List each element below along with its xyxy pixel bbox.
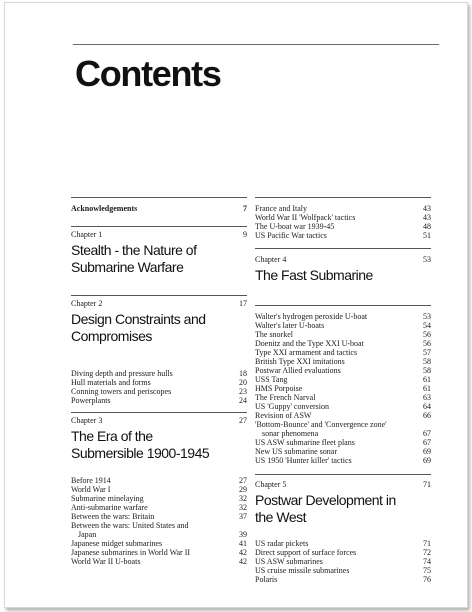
entry-page: 32 (239, 503, 247, 512)
entry-text: Before 1914 (71, 476, 111, 485)
entry-text: US Pacific War tactics (255, 231, 327, 240)
entry-text: US cruise missile submarines (255, 566, 350, 575)
toc-entry[interactable] (255, 539, 431, 548)
entry-page: 74 (423, 557, 431, 566)
toc-entry[interactable] (255, 312, 431, 321)
toc-entry[interactable] (255, 204, 431, 213)
entry-text: Doenitz and the Type XXI U-boat (255, 339, 364, 348)
entry-page: 27 (239, 476, 247, 485)
entry-text: US 1950 'Hunter killer' tactics (255, 456, 352, 465)
toc-entry[interactable] (71, 378, 247, 387)
entry-text: New US submarine sonar (255, 447, 337, 456)
entry-text: British Type XXI imitations (255, 357, 345, 366)
top-rule (73, 44, 439, 45)
entry-page: 24 (239, 396, 247, 405)
entry-text: US 'Guppy' conversion (255, 402, 329, 411)
toc-entry[interactable] (255, 438, 431, 447)
entry-text: Walter's later U-boats (255, 321, 325, 330)
toc-entry[interactable] (71, 503, 247, 512)
chapter-1-block (71, 226, 247, 295)
chapter-page: 53 (423, 255, 431, 264)
entry-page: 42 (239, 548, 247, 557)
entry-page: 37 (239, 512, 247, 521)
toc-entry[interactable] (255, 566, 431, 575)
chapter-3-entries (71, 476, 247, 566)
entry-text: The U-boat war 1939-45 (255, 222, 335, 231)
toc-entry[interactable] (255, 384, 431, 393)
toc-entry[interactable] (71, 476, 247, 485)
toc-entry[interactable] (71, 512, 247, 521)
entry-text: Japanese midget submarines (71, 539, 163, 548)
entry-page: 66 (423, 411, 431, 420)
toc-entry-continuation[interactable] (71, 530, 247, 539)
entry-page: 76 (423, 575, 431, 584)
entry-page: 39 (239, 530, 247, 539)
entry-text: US ASW submarine fleet plans (255, 438, 355, 447)
toc-entry[interactable] (255, 330, 431, 339)
chapter-4-entries (255, 312, 431, 465)
entry-text: Between the wars: Britain (71, 512, 155, 521)
toc-entry[interactable] (71, 369, 247, 378)
chapter-number: Chapter 3 (71, 416, 103, 425)
chapter-5-block (255, 474, 431, 584)
entry-page: 61 (423, 375, 431, 384)
toc-entry[interactable] (255, 575, 431, 584)
entry-page: 67 (423, 429, 431, 438)
entry-text: World War II 'Wolfpack' tactics (255, 213, 356, 222)
toc-entry[interactable] (255, 402, 431, 411)
chapter-number: Chapter 2 (71, 299, 103, 308)
acknowledgements-block (71, 197, 247, 226)
entry-page: 18 (239, 369, 247, 378)
entry-text: US radar pickets (255, 539, 309, 548)
toc-entry[interactable] (255, 366, 431, 375)
toc-entry[interactable] (71, 387, 247, 396)
entry-text: Japan (78, 530, 97, 539)
chapter-4-block (255, 248, 431, 305)
chapter-page: 9 (243, 230, 247, 239)
page-title: Contents (75, 53, 221, 94)
chapter-title[interactable]: The Era of the Submersible 1900-1945 (71, 428, 210, 461)
entry-page: 43 (423, 204, 431, 213)
chapter-2-block (71, 295, 247, 412)
toc-entry[interactable] (255, 456, 431, 465)
chapter-4-entries-block (255, 305, 431, 474)
chapter-5-heading (255, 475, 431, 489)
entry-text: Submarine minelaying (71, 494, 144, 503)
toc-entry[interactable] (71, 521, 247, 530)
entry-text: Walter's hydrogen peroxide U-boat (255, 312, 368, 321)
toc-entry[interactable] (71, 548, 247, 557)
toc-entry[interactable] (71, 396, 247, 405)
acknowledgements-page: 7 (243, 204, 247, 213)
toc-entry[interactable] (255, 357, 431, 366)
toc-left-column (71, 197, 247, 566)
chapter-page: 27 (239, 416, 247, 425)
chapter-number: Chapter 1 (71, 230, 103, 239)
toc-entry[interactable] (255, 348, 431, 357)
entry-text: Anti-submarine warfare (71, 503, 148, 512)
toc-entry[interactable] (255, 393, 431, 402)
toc-right-column (255, 197, 431, 584)
entry-text: Between the wars: United States and (71, 521, 189, 530)
entry-text: HMS Porpoise (255, 384, 303, 393)
entry-text: Polaris (255, 575, 278, 584)
chapter-3-block (71, 412, 247, 566)
entry-page: 54 (423, 321, 431, 330)
chapter-4-heading (255, 251, 431, 264)
toc-entry[interactable] (71, 494, 247, 503)
acknowledgements-label: Acknowledgements (71, 204, 138, 213)
entry-text: France and Italy (255, 204, 307, 213)
entry-page: 51 (423, 231, 431, 240)
chapter-title[interactable]: Design Constraints and Compromises (71, 311, 206, 344)
entry-text: Hull materials and forms (71, 378, 151, 387)
entry-page: 56 (423, 330, 431, 339)
chapter-number: Chapter 4 (255, 255, 287, 264)
entry-text: Powerplants (71, 396, 111, 405)
entry-text: Postwar Allied evaluations (255, 366, 341, 375)
toc-entry[interactable] (255, 339, 431, 348)
entry-text: USS Tang (255, 375, 288, 384)
entry-page: 67 (423, 438, 431, 447)
chapter-3-continued-entries (255, 204, 431, 240)
toc-entry[interactable] (255, 231, 431, 240)
toc-entry[interactable] (255, 375, 431, 384)
toc-entry-continuation[interactable] (255, 429, 431, 438)
entry-page: 71 (423, 539, 431, 548)
chapter-2-entries (71, 369, 247, 405)
toc-entry[interactable] (255, 213, 431, 222)
toc-entry[interactable] (255, 557, 431, 566)
chapter-5-entries (255, 539, 431, 584)
chapter-title[interactable]: Postwar Development in the West (255, 492, 396, 525)
entry-text: The French Narval (255, 393, 316, 402)
entry-page: 23 (239, 387, 247, 396)
toc-entry[interactable] (255, 411, 431, 420)
chapter-3-heading (71, 413, 247, 425)
entry-text: Japanese submarines in World War II (71, 548, 191, 557)
entry-page: 48 (423, 222, 431, 231)
entry-text: World War II U-boats (71, 557, 141, 566)
book-page (4, 2, 468, 608)
entry-page: 20 (239, 378, 247, 387)
entry-text: Conning towers and periscopes (71, 387, 172, 396)
chapter-title[interactable]: Stealth - the Nature of Submarine Warfare (71, 242, 197, 275)
chapter-page: 71 (423, 480, 431, 489)
entry-page: 32 (239, 494, 247, 503)
toc-entry[interactable] (71, 557, 247, 566)
entry-text: 'Bottom-Bounce' and 'Convergence zone' (255, 420, 387, 429)
chapter-number: Chapter 5 (255, 480, 287, 489)
entry-text: Direct support of surface forces (255, 548, 357, 557)
entry-page: 41 (239, 539, 247, 548)
entry-page: 75 (423, 566, 431, 575)
entry-page: 53 (423, 312, 431, 321)
chapter-title[interactable]: The Fast Submarine (255, 267, 373, 283)
entry-text: The snorkel (255, 330, 293, 339)
entry-text: World War I (71, 485, 111, 494)
toc-entry[interactable] (255, 548, 431, 557)
entry-page: 58 (423, 366, 431, 375)
entry-page: 42 (239, 557, 247, 566)
entry-page: 72 (423, 548, 431, 557)
toc-entry[interactable] (255, 420, 431, 429)
entry-page: 43 (423, 213, 431, 222)
entry-page: 64 (423, 402, 431, 411)
entry-page: 57 (423, 348, 431, 357)
chapter-1-heading (71, 227, 247, 239)
entry-text: US ASW submarines (255, 557, 323, 566)
toc-entry[interactable] (71, 485, 247, 494)
entry-text: sonar phenomena (262, 429, 319, 438)
toc-entry[interactable] (255, 447, 431, 456)
toc-entry[interactable] (255, 321, 431, 330)
chapter-3-continued-block (255, 197, 431, 248)
entry-text: Revision of ASW (255, 411, 312, 420)
chapter-2-heading (71, 296, 247, 308)
entry-text: Diving depth and pressure hulls (71, 369, 173, 378)
entry-page: 61 (423, 384, 431, 393)
entry-text: Type XXI armament and tactics (255, 348, 358, 357)
chapter-page: 17 (239, 299, 247, 308)
toc-entry[interactable] (255, 222, 431, 231)
entry-page: 63 (423, 393, 431, 402)
entry-page: 69 (423, 447, 431, 456)
acknowledgements-entry[interactable] (71, 198, 247, 226)
toc-entry[interactable] (71, 539, 247, 548)
entry-page: 29 (239, 485, 247, 494)
entry-page: 56 (423, 339, 431, 348)
entry-page: 58 (423, 357, 431, 366)
entry-page: 69 (423, 456, 431, 465)
